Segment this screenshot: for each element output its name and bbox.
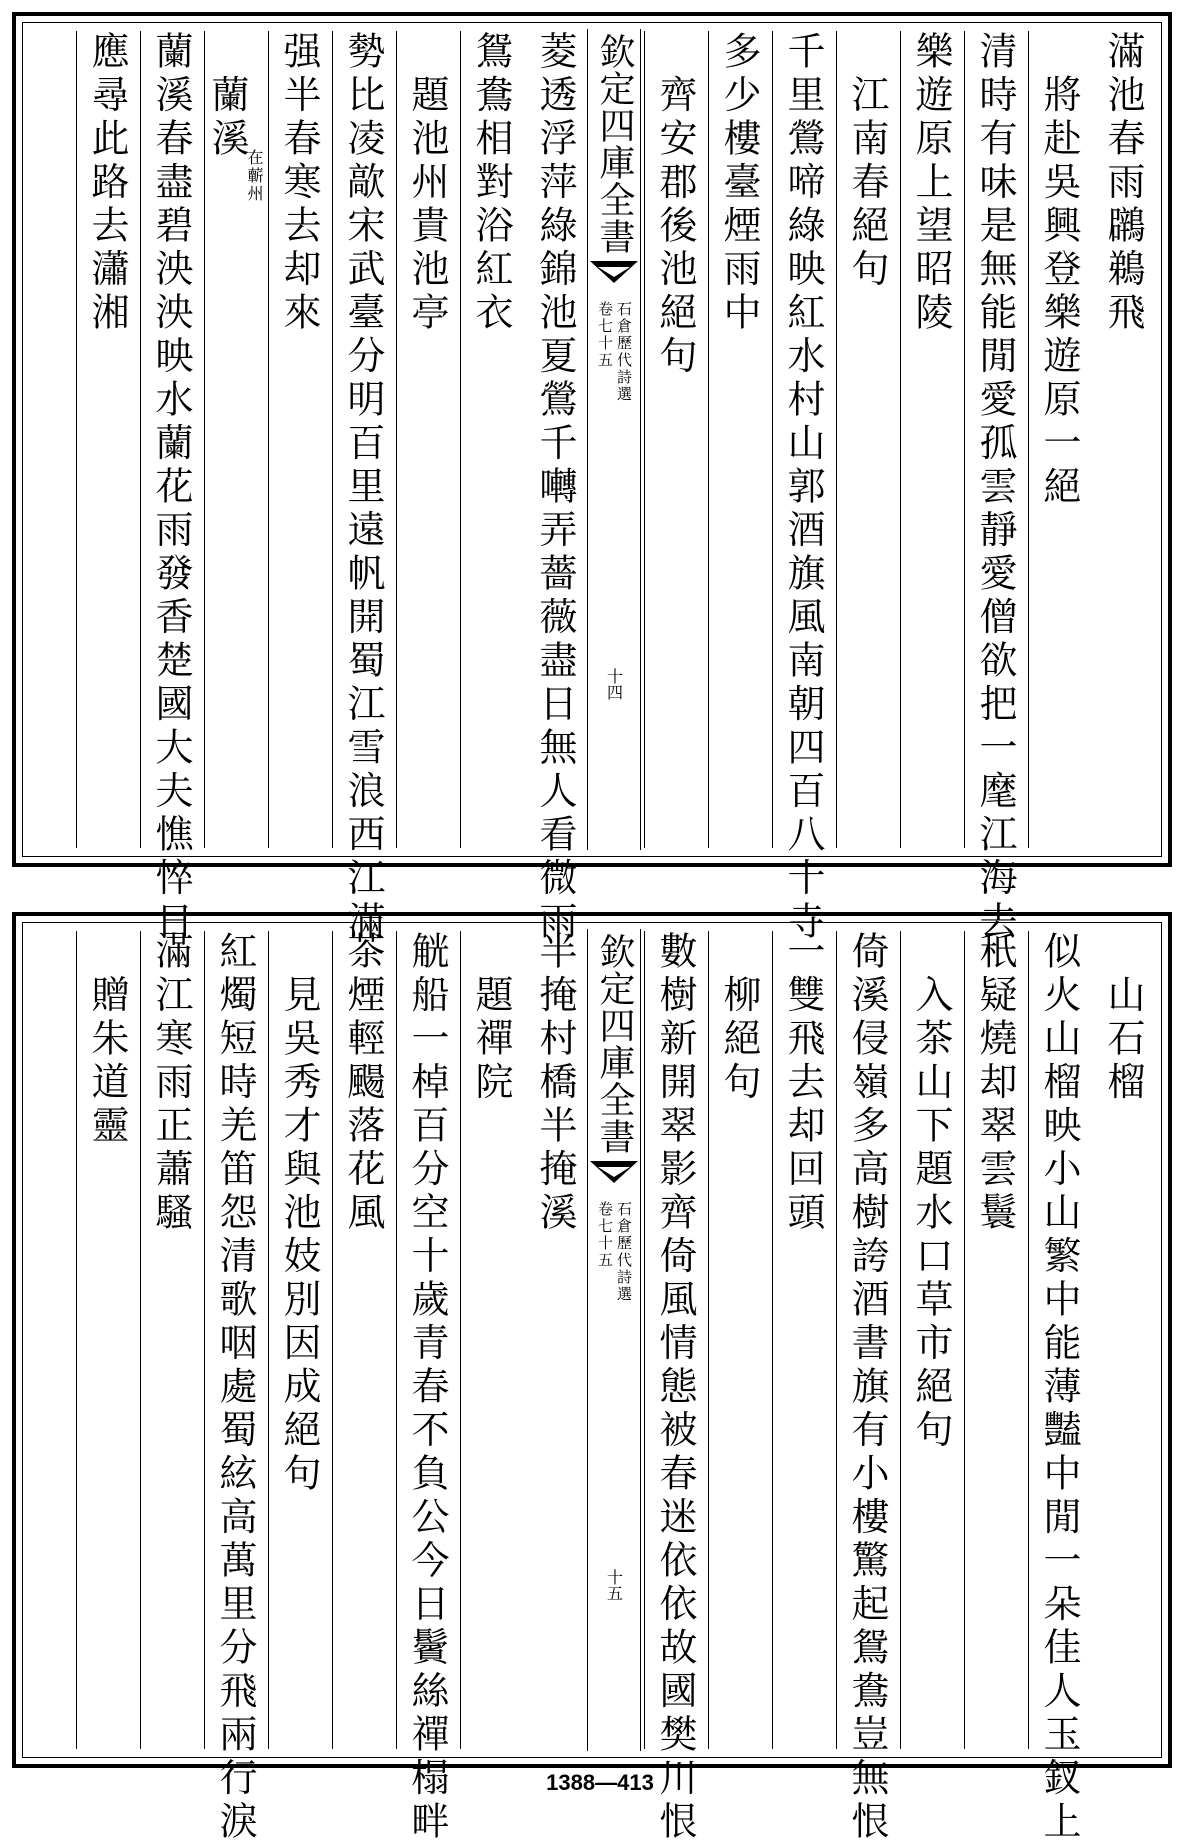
text-column bbox=[644, 31, 705, 848]
text-column bbox=[525, 931, 585, 1749]
text-column bbox=[525, 31, 585, 945]
center-volume: 卷七十五 bbox=[596, 1201, 614, 1269]
fish-tail-mark bbox=[590, 261, 638, 283]
page-footer-number: 1388—413 bbox=[546, 1770, 654, 1795]
text-column-line: 千里鶯啼綠映紅水村山郭酒旗風南朝四百八十寺 bbox=[781, 31, 825, 945]
text-column bbox=[772, 931, 833, 1749]
text-column bbox=[1028, 31, 1089, 848]
folio-number: 十五 bbox=[604, 1569, 624, 1601]
text-column bbox=[396, 31, 457, 848]
center-volume: 卷七十五 bbox=[596, 301, 614, 369]
text-column-line: 清時有味是無能閒愛孤雲靜愛僧欲把一麾江海去 bbox=[973, 31, 1017, 945]
center-title: 欽定四庫全書 bbox=[594, 33, 635, 255]
center-book-title: 石倉歷代詩選 bbox=[615, 1201, 633, 1303]
text-column-line: 蘭溪春盡碧泱泱映水蘭花雨發香楚國大夫憔悴日 bbox=[149, 31, 193, 945]
text-column-line: 樂遊原上望昭陵 bbox=[909, 31, 953, 336]
center-fold bbox=[587, 929, 641, 1751]
text-column-line: 一雙飛去却回頭 bbox=[781, 931, 825, 1236]
text-column-line: 茶煙輕颺落花風 bbox=[341, 931, 385, 1236]
text-column-line: 柳絕句 bbox=[717, 931, 761, 1105]
text-column bbox=[332, 31, 393, 945]
text-column-line: 鴛鴦相對浴紅衣 bbox=[469, 31, 513, 336]
text-column bbox=[1093, 931, 1153, 1749]
text-column-line: 秖疑燒却翠雲鬟 bbox=[973, 931, 1017, 1236]
page-top-frame bbox=[22, 22, 1162, 945]
text-column bbox=[836, 931, 897, 1845]
text-column-line: 山石榴 bbox=[1101, 931, 1145, 1105]
center-subtitle bbox=[597, 301, 631, 403]
text-column bbox=[396, 931, 457, 1845]
text-column-line: 倚溪侵嶺多高樹誇酒書旗有小樓驚起鴛鴦豈無恨 bbox=[845, 931, 889, 1845]
text-column-line: 觥船一棹百分空十歲青春不負公今日鬢絲禪榻畔 bbox=[405, 931, 449, 1845]
text-column-line: 題池州貴池亭 bbox=[405, 31, 449, 336]
text-column bbox=[204, 931, 265, 1845]
text-column-line: 齊安郡後池絕句 bbox=[653, 31, 697, 379]
text-column-line: 紅燭短時羌笛怨清歌咽處蜀絃高萬里分飛兩行淚 bbox=[213, 931, 257, 1845]
text-column-line: 蘭溪 bbox=[205, 31, 249, 162]
text-column bbox=[708, 931, 769, 1749]
text-column-line: 半掩村橋半掩溪 bbox=[533, 931, 577, 1236]
text-column-line: 見吳秀才與池妓別因成絕句 bbox=[277, 931, 321, 1497]
text-column bbox=[204, 31, 265, 848]
text-column bbox=[76, 31, 137, 848]
text-column bbox=[268, 31, 329, 848]
text-column-line: 滿池春雨鸊鵜飛 bbox=[1101, 31, 1145, 336]
text-column bbox=[332, 931, 393, 1749]
text-column bbox=[964, 931, 1025, 1749]
text-column-line: 滿江寒雨正蕭騷 bbox=[149, 931, 193, 1236]
text-column bbox=[644, 931, 705, 1845]
text-column-line: 應尋此路去瀟湘 bbox=[85, 31, 129, 336]
center-fold bbox=[587, 29, 641, 850]
text-column-line: 江南春絕句 bbox=[845, 31, 889, 292]
center-title: 欽定四庫全書 bbox=[594, 933, 635, 1155]
text-column-line: 多少樓臺煙雨中 bbox=[717, 31, 761, 336]
text-column bbox=[772, 31, 833, 945]
text-column bbox=[964, 31, 1025, 945]
text-column bbox=[140, 31, 201, 945]
text-column bbox=[900, 931, 961, 1749]
text-column bbox=[900, 31, 961, 848]
text-column bbox=[836, 31, 897, 848]
text-column bbox=[460, 31, 521, 848]
text-column-line: 菱透浮萍綠錦池夏鶯千囀弄薔薇盡日無人看微雨 bbox=[533, 31, 577, 945]
fish-tail-mark bbox=[590, 1161, 638, 1183]
text-column bbox=[76, 931, 137, 1749]
text-column bbox=[1028, 931, 1089, 1845]
text-column-line: 贈朱道靈 bbox=[85, 931, 129, 1149]
text-column bbox=[268, 931, 329, 1749]
text-column-line: 數樹新開翠影齊倚風情態被春迷依依故國樊川恨 bbox=[653, 931, 697, 1845]
text-column-line: 入茶山下題水口草市絕句 bbox=[909, 931, 953, 1453]
text-column-line: 將赴吳興登樂遊原一絕 bbox=[1037, 31, 1081, 510]
text-column-line: 似火山榴映小山繁中能薄豔中閒一朵佳人玉釵上 bbox=[1037, 931, 1081, 1845]
page-top bbox=[12, 12, 1172, 945]
text-column-line: 題禪院 bbox=[469, 931, 513, 1105]
folio-number: 十四 bbox=[604, 668, 624, 700]
center-book-title: 石倉歷代詩選 bbox=[615, 301, 633, 403]
text-column-line: 强半春寒去却來 bbox=[277, 31, 321, 336]
text-column-line: 勢比凌歊宋武臺分明百里遠帆開蜀江雪浪西江滿 bbox=[341, 31, 385, 945]
center-subtitle bbox=[597, 1201, 631, 1303]
text-column bbox=[708, 31, 769, 848]
text-column bbox=[1093, 31, 1153, 848]
text-note: 在蘄州 bbox=[245, 149, 264, 203]
text-column bbox=[140, 931, 201, 1749]
text-column bbox=[460, 931, 521, 1749]
